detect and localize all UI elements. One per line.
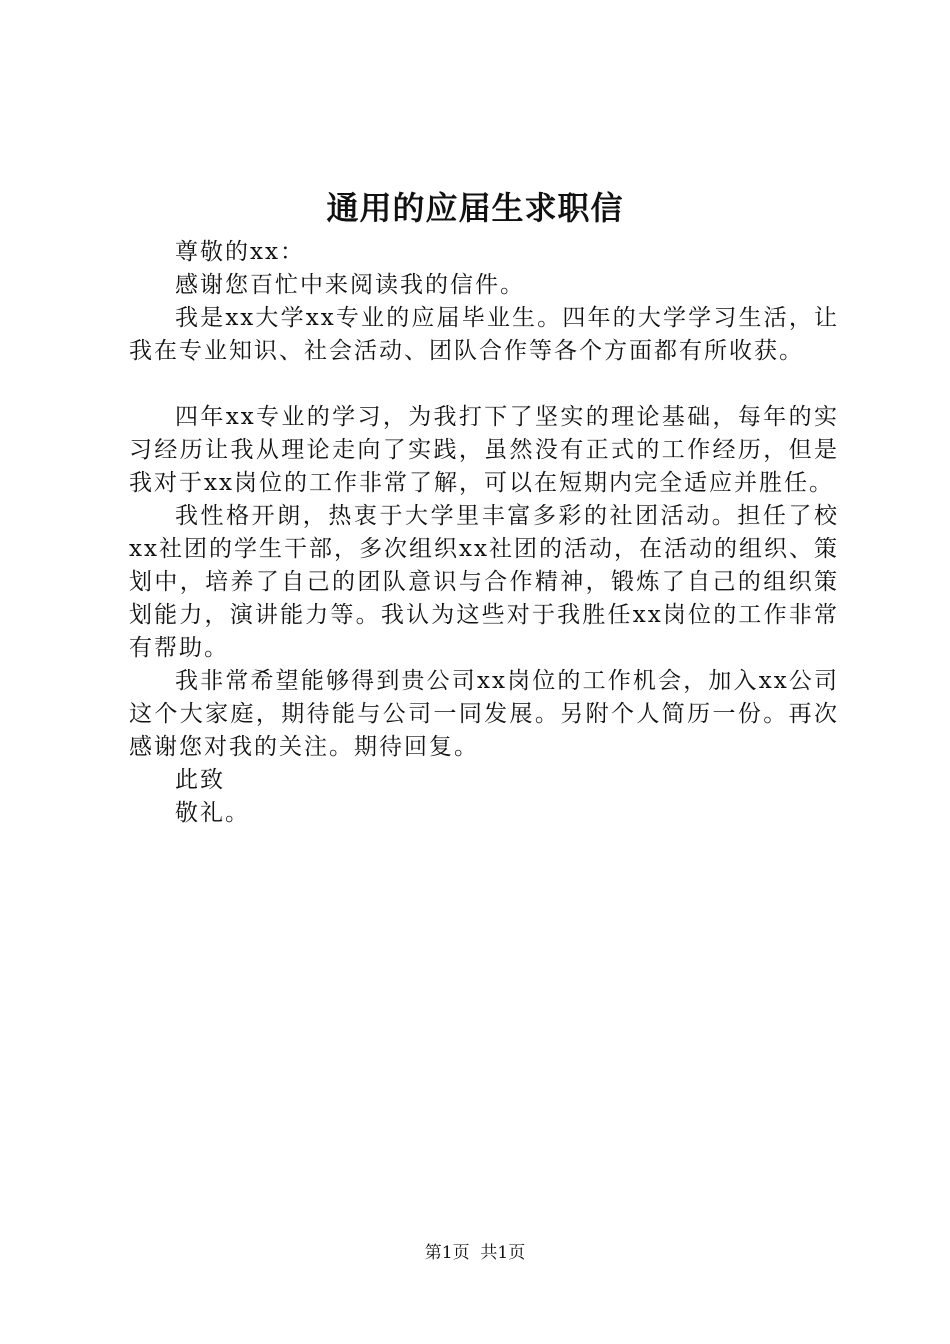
page-total: 共1页 <box>480 1243 526 1263</box>
paragraph-hope: 我非常希望能够得到贵公司xx岗位的工作机会，加入xx公司这个大家庭，期待能与公司一同发展。另附个人简历一份。再次感谢您对我的关注。期待回复。 <box>129 668 839 760</box>
salutation: 尊敬的xx： <box>175 239 305 265</box>
paragraph-spacer <box>129 368 839 401</box>
closing-line-1: 此致 <box>175 767 225 793</box>
page-number: 第1页 <box>424 1243 470 1263</box>
paragraph-thanks: 感谢您百忙中来阅读我的信件。 <box>175 272 525 298</box>
page-footer <box>0 1241 950 1265</box>
closing-line-2: 敬礼。 <box>175 800 250 826</box>
paragraph-intro: 我是xx大学xx专业的应届毕业生。四年的大学学习生活，让我在专业知识、社会活动、团队合作等各个方面都有所收获。 <box>129 305 839 364</box>
paragraph-personality: 我性格开朗，热衷于大学里丰富多彩的社团活动。担任了校xx社团的学生干部，多次组织xx社团的活动，在活动的组织、策划中，培养了自己的团队意识与合作精神，锻炼了自己的组织策划能力，演讲能力等。我认为这些对于我胜任xx岗位的工作非常有帮助。 <box>129 503 839 661</box>
page-title: 通用的应届生求职信 <box>326 189 624 227</box>
paragraph-study: 四年xx专业的学习，为我打下了坚实的理论基础，每年的实习经历让我从理论走向了实践，虽然没有正式的工作经历，但是我对于xx岗位的工作非常了解，可以在短期内完全适应并胜任。 <box>129 404 839 496</box>
letter-body <box>129 236 839 830</box>
